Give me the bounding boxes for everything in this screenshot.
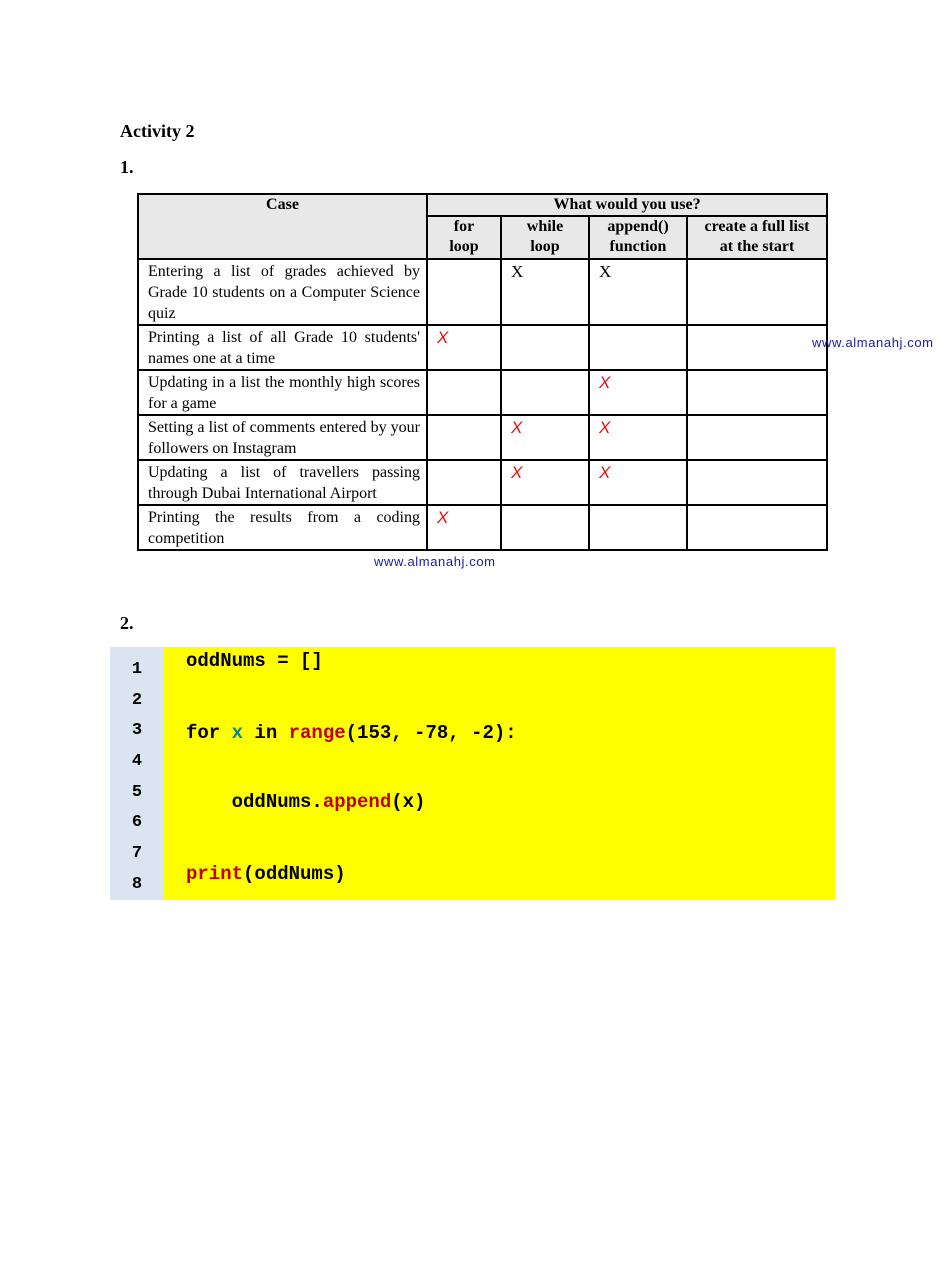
append-method: append bbox=[322, 791, 392, 813]
table-row bbox=[138, 415, 827, 460]
line-number: 6 bbox=[131, 813, 143, 832]
line-number-gutter bbox=[110, 647, 164, 900]
mark-cell: X bbox=[589, 370, 687, 415]
range-builtin: range bbox=[288, 722, 346, 744]
case-text: Printing the results from a coding competition bbox=[138, 505, 427, 550]
mark-cell bbox=[687, 259, 827, 325]
table-row bbox=[138, 460, 827, 505]
case-text: Entering a list of grades achieved by Grade 10 students on a Computer Science quiz bbox=[138, 259, 427, 325]
mark-cell bbox=[427, 370, 501, 415]
table-row bbox=[138, 370, 827, 415]
mark-cell bbox=[687, 460, 827, 505]
mark-cell: X bbox=[501, 460, 589, 505]
code-line-7: print(oddNums) bbox=[186, 863, 346, 885]
line-number: 2 bbox=[131, 691, 143, 710]
column-header-while-loop: while loop bbox=[501, 216, 589, 259]
mark-cell bbox=[501, 505, 589, 550]
line-number: 3 bbox=[131, 721, 143, 740]
case-text: Updating a list of travellers passing through Dubai International Airport bbox=[138, 460, 427, 505]
table-row bbox=[138, 259, 827, 325]
mark-cell bbox=[589, 325, 687, 370]
mark-cell: X bbox=[589, 460, 687, 505]
code-line-5: oddNums.append(x) bbox=[186, 791, 426, 813]
line-number: 1 bbox=[131, 660, 143, 679]
line-number: 5 bbox=[131, 783, 143, 802]
usage-table bbox=[137, 193, 828, 551]
column-header-for-loop: for loop bbox=[427, 216, 501, 259]
case-text: Updating in a list the monthly high scores for a game bbox=[138, 370, 427, 415]
question-1-number: 1. bbox=[120, 157, 134, 177]
activity-title: Activity 2 bbox=[120, 121, 195, 141]
mark-cell bbox=[501, 370, 589, 415]
mark-cell bbox=[687, 415, 827, 460]
mark-cell bbox=[687, 325, 827, 370]
case-text: Printing a list of all Grade 10 students' names one at a time bbox=[138, 325, 427, 370]
code-block bbox=[110, 647, 835, 900]
code-line-3: for x in range(153, -78, -2): bbox=[186, 722, 517, 744]
watermark-right: www.almanahj.com bbox=[812, 335, 934, 350]
column-header-append: append() function bbox=[589, 216, 687, 259]
mark-cell: X bbox=[589, 259, 687, 325]
group-header: What would you use? bbox=[427, 194, 827, 216]
mark-cell: X bbox=[427, 325, 501, 370]
watermark-center: www.almanahj.com bbox=[374, 554, 496, 569]
code-line-1: oddNums = [] bbox=[186, 650, 323, 672]
line-number: 7 bbox=[131, 844, 143, 863]
mark-cell bbox=[687, 370, 827, 415]
line-number: 8 bbox=[131, 875, 143, 894]
case-text: Setting a list of comments entered by your followers on Instagram bbox=[138, 415, 427, 460]
question-2-number: 2. bbox=[120, 613, 134, 633]
column-header-full-list: create a full list at the start bbox=[687, 216, 827, 259]
mark-cell: X bbox=[501, 415, 589, 460]
line-number: 4 bbox=[131, 752, 143, 771]
table-row bbox=[138, 505, 827, 550]
print-builtin: print bbox=[186, 863, 244, 885]
table-row bbox=[138, 325, 827, 370]
mark-cell bbox=[501, 325, 589, 370]
mark-cell bbox=[427, 415, 501, 460]
case-header: Case bbox=[138, 194, 427, 259]
mark-cell bbox=[589, 505, 687, 550]
mark-cell bbox=[687, 505, 827, 550]
mark-cell: X bbox=[427, 505, 501, 550]
mark-cell bbox=[427, 259, 501, 325]
mark-cell: X bbox=[589, 415, 687, 460]
loop-variable: x bbox=[231, 722, 244, 744]
mark-cell bbox=[427, 460, 501, 505]
mark-cell: X bbox=[501, 259, 589, 325]
